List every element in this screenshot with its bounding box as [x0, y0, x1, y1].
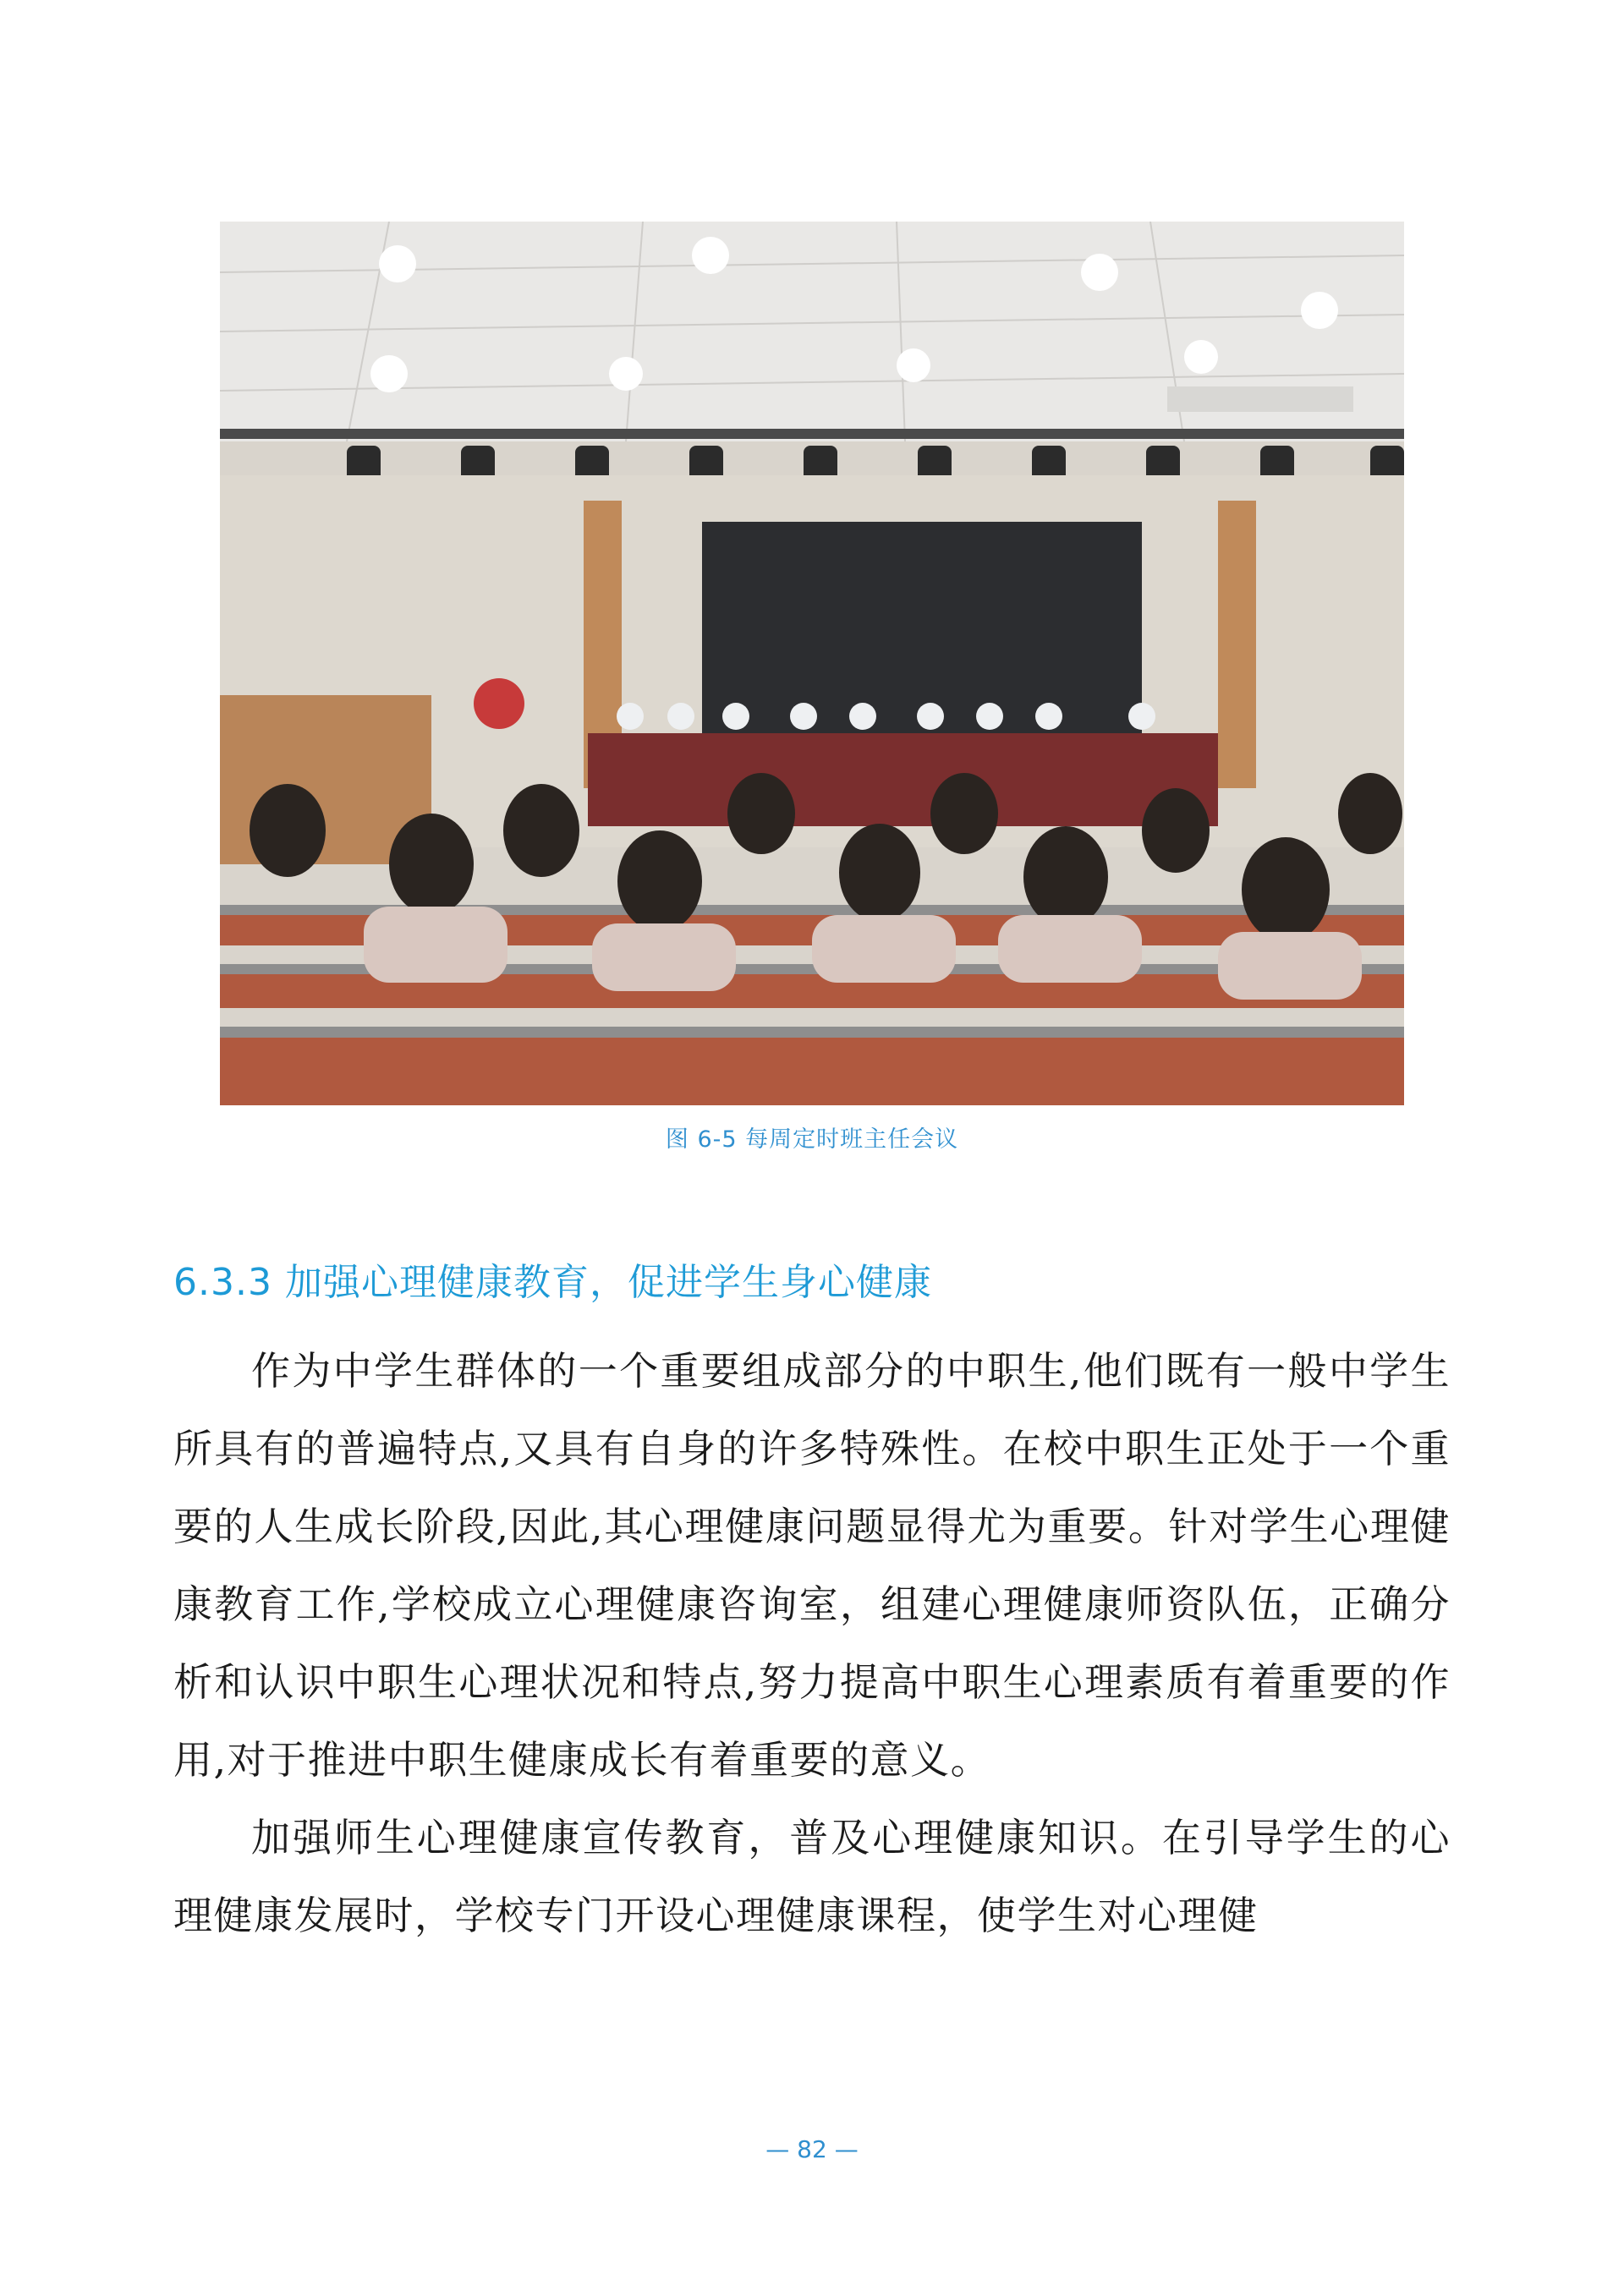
section-heading: 6.3.3 加强心理健康教育，促进学生身心健康 — [173, 1261, 932, 1304]
paragraph-1: 作为中学生群体的一个重要组成部分的中职生,他们既有一般中学生所具有的普遍特点,又具有自身的许多特殊性。在校中职生正处于一个重要的人生成长阶段,因此,其心理健康问题显得尤为重要。针对学生心理健康教育工作,学校成立心理健康咨询室，组建心理健康师资队伍，正确分析和认识中职生心理状况和特点,努力提高中职生心理素质有着重要的作用,对于推进中职生健康成长有着重要的意义。 — [173, 1348, 1451, 1783]
page-number: — 82 — — [765, 2135, 859, 2163]
body-text — [173, 1332, 1451, 1954]
figure-caption: 图 6-5 每周定时班主任会议 — [665, 1126, 959, 1153]
paragraph-2: 加强师生心理健康宣传教育，普及心理健康知识。在引导学生的心理健康发展时，学校专门开设心理健康课程，使学生对心理健 — [173, 1815, 1451, 1938]
meeting-photo-icon — [220, 222, 1404, 1105]
meeting-photo — [220, 222, 1404, 1105]
